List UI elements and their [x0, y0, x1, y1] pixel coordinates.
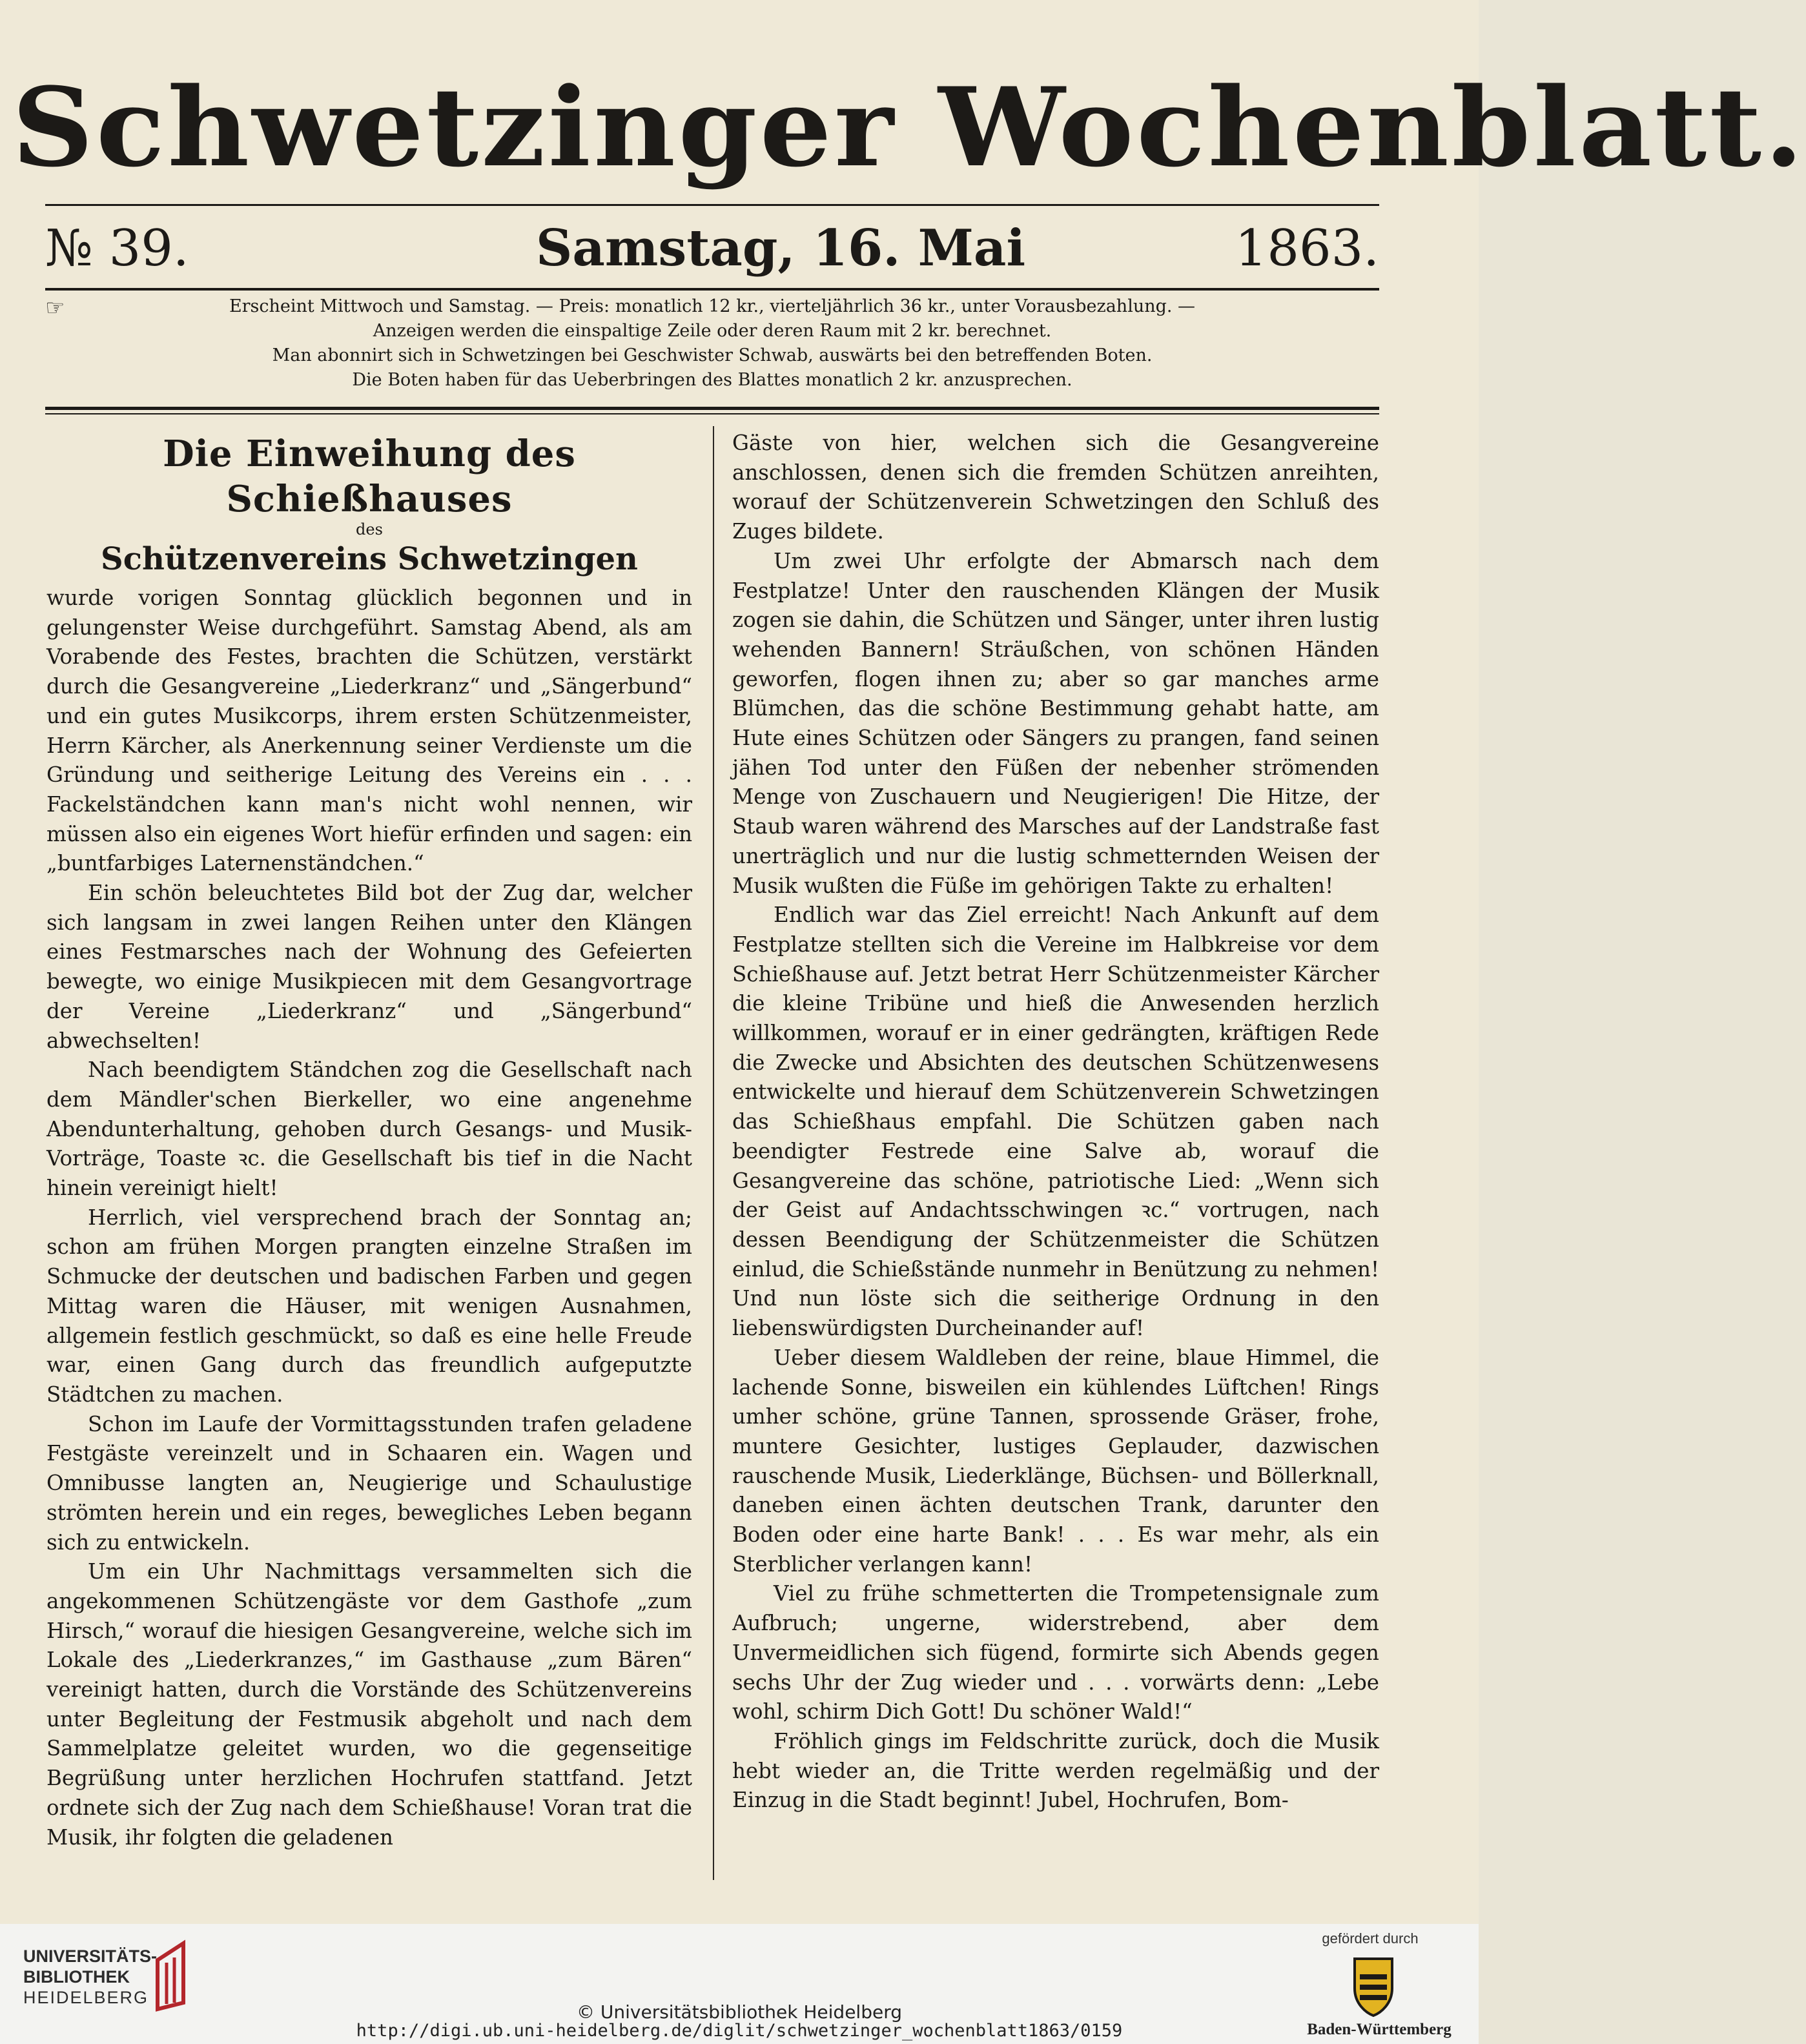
divider — [45, 288, 1379, 291]
divider — [45, 413, 1379, 414]
issue-date: Samstag, 16. Mai — [536, 219, 1026, 278]
issue-number: № 39. — [45, 220, 189, 278]
paragraph: Herrlich, viel versprechend brach der Sonntag an; schon am frühen Morgen prangten einzelne Straßen im Schmucke der deutschen und badischen Farben und gegen Mittag waren die Häuser, mit wenigen Ausnahmen, allgemein festlich geschmückt, so daß es eine helle Freude war, einen Gang durch das freundlich aufgeputzte Städtchen zu machen. — [46, 1205, 692, 1407]
article-subtitle: Schützenvereins Schwetzingen — [101, 541, 638, 577]
funder-name[interactable]: Baden-Württemberg — [1307, 2021, 1452, 2038]
viewer-footer — [0, 1924, 1479, 2044]
notice-line: Erscheint Mittwoch und Samstag. — Preis: monatlich 12 kr., vierteljährlich 36 kr., unter Vorausbezahlung. — — [229, 296, 1196, 316]
paragraph: Fröhlich gings im Feldschritte zurück, doch die Musik hebt wieder an, die Tritte werden regelmäßig und der Einzug in die Stadt beginnt! Jubel, Hochrufen, Bom- — [732, 1728, 1379, 1813]
article-column-right — [732, 429, 1379, 1881]
article-column-left — [46, 429, 692, 1881]
paragraph: Gäste von hier, welchen sich die Gesangvereine anschlossen, denen sich die fremden Schützen anreihten, worauf der Schützenverein Schwetzingen den Schluß des Zuges bildete. — [732, 431, 1379, 544]
paragraph: Um zwei Uhr erfolgte der Abmarsch nach dem Festplatze! Unter den rauschenden Klängen der Musik zogen sie dahin, die Schützen und Sänger, unter ihren lustig wehenden Bannern! Sträußchen, von schönen Händen geworfen, flogen ihnen zu; aber so gar manches arme Blümchen, das die schöne Bestimmung gehabt hatte, am Hute eines Schützen oder Sängers zu prangen, fand seinen jähen Tod unter den Füßen der nebenher strömenden Menge von Zuschauern und Neugierigen! Die Hitze, der Staub waren während des Marsches auf der Landstraße fast unerträglich und nur die lustig schmetternden Weisen der Musik wußten die Füße im gehörigen Takte zu erhalten! — [732, 548, 1379, 898]
paragraph: Schon im Laufe der Vormittagsstunden trafen geladene Festgäste vereinzelt und in Schaaren ein. Wagen und Omnibusse langten an, Neugierige und Schaulustige strömten herein und ein reges, bewegliches Leben begann sich zu entwickeln. — [46, 1411, 692, 1555]
baden-wuerttemberg-seal-icon — [1351, 1955, 1396, 2017]
pointing-hand-icon: ☞ — [45, 295, 65, 321]
funding-label: gefördert durch — [1322, 1930, 1419, 1947]
paragraph: Endlich war das Ziel erreicht! Nach Ankunft auf dem Festplatze stellten sich die Vereine im Halbkreise vor dem Schießhause auf. Jetzt betrat Herr Schützenmeister Kärcher die kleine Tribüne und hieß die Anwesenden herzlich willkommen, worauf er in einer gedrängten, kräftigen Rede die Zwecke und Absichten des deutschen Schützenwesens entwickelte und hierauf dem Schützenverein Schwetzingen das Schießhaus empfahl. Die Schützen gaben nach beendigter Festrede eine Salve ab, worauf die Gesangvereine das schöne, patriotische Lied: „Wenn sich der Geist auf Andachtsschwingen ꝛc.“ vortrugen, nach dessen Beendigung der Schützenmeister die Schützen einlud, die Schießstände nunmehr in Benützung zu nehmen! Und nun löste sich die seitherige Ordnung in den liebenswürdigsten Durcheinander auf! — [732, 903, 1379, 1341]
divider — [45, 204, 1379, 206]
paragraph: Um ein Uhr Nachmittags versammelten sich die angekommenen Schützengäste vor dem Gasthofe „zum Hirsch,“ worauf die hiesigen Gesangvereine, welche sich im Lokale des „Liederkranzes,“ im Gasthause „zum Bären“ vereinigt hatten, durch die Vorstände des Schützenvereins unter Begleitung der Festmusik abgeholt und nach dem Sammelplatze geleitet wurden, wo die gegenseitige Begrüßung unter herzlichen Hochrufen stattfand. Jetzt ordnete sich der Zug nach dem Schießhause! Voran trat die Musik, ihr folgten die geladenen — [46, 1559, 692, 1850]
paragraph: wurde vorigen Sonntag glücklich begonnen und in gelungenster Weise durchgeführt. Samstag Abend, als am Vorabende des Festes, brachten die Schützen, verstärkt durch die Gesangvereine „Liederkranz“ und „Sängerbund“ und ein gutes Musikcorps, ihrem ersten Schützenmeister, Herrn Kärcher, als Anerkennung seiner Verdienste um die Gründung und seitherige Leitung des Vereins ein . . . Fackelständchen kann man's nicht wohl nennen, wir müssen also ein eigenes Wort hiefür erfinden und sagen: ein „buntfarbiges Laternenständchen.“ — [46, 586, 692, 876]
paragraph: Ueber diesem Waldleben der reine, blaue Himmel, die lachende Sonne, bisweilen ein kühlendes Lüftchen! Rings umher schöne, grüne Tannen, sprossende Gräser, frohe, muntere Gesichter, lustiges Geplauder, dazwischen rauschende Musik, Liederklänge, Büchsen- und Böllerknall, daneben einen ächten deutschen Trank, darunter den Boden oder eine harte Bank! . . . Es war mehr, als ein Sterblicher verlangen kann! — [732, 1345, 1379, 1577]
divider — [45, 407, 1379, 410]
bleed-through-text — [0, 0, 1608, 41]
column-divider — [713, 426, 714, 1880]
copyright-notice: © Universitätsbibliothek Heidelberg — [576, 2001, 902, 2023]
article-title-connector: des — [356, 520, 383, 538]
paragraph: Ein schön beleuchtetes Bild bot der Zug dar, welcher sich langsam in zwei langen Reihen unter den Klängen eines Festmarsches nach der Wohnung des Gefeierten bewegte, wo einige Musikpiecen mit dem Gesangvortrage der Vereine „Liederkranz“ und „Sängerbund“ abwechselten! — [46, 881, 692, 1053]
newspaper-title: Schwetzinger Wochenblatt. — [12, 63, 1806, 191]
notice-line: Die Boten haben für das Ueberbringen des Blattes monatlich 2 kr. anzusprechen. — [352, 370, 1072, 390]
issue-year: 1863. — [1235, 220, 1379, 278]
permalink[interactable]: http://digi.ub.uni-heidelberg.de/diglit/schwetzinger_wochenblatt1863/0159 — [356, 2021, 1123, 2041]
paragraph: Nach beendigtem Ständchen zog die Gesellschaft nach dem Mändler'schen Bierkeller, wo eine angenehme Abendunterhaltung, gehoben durch Gesangs- und Musik-Vorträge, Toaste ꝛc. die Gesellschaft bis tief in die Nacht hinein vereinigt hielt! — [46, 1058, 692, 1201]
subscription-notice — [45, 294, 1379, 398]
issue-line — [45, 213, 1379, 284]
library-name[interactable]: UNIVERSITÄTS- BIBLIOTHEK HEIDELBERG — [23, 1947, 158, 2007]
notice-line: Anzeigen werden die einspaltige Zeile oder deren Raum mit 2 kr. berechnet. — [373, 321, 1052, 341]
paragraph: Viel zu frühe schmetterten die Trompetensignale zum Aufbruch; ungerne, widerstrebend, aber dem Unvermeidlichen sich fügend, formirte sich Abends gegen sechs Uhr der Zug wieder und . . . vorwärts denn: „Lebe wohl, schirm Dich Gott! Du schöner Wald!“ — [732, 1581, 1379, 1724]
article-title: Die Einweihung des Schießhauses — [163, 433, 576, 520]
notice-line: Man abonnirt sich in Schwetzingen bei Geschwister Schwab, auswärts bei den betreffenden Boten. — [272, 345, 1153, 365]
